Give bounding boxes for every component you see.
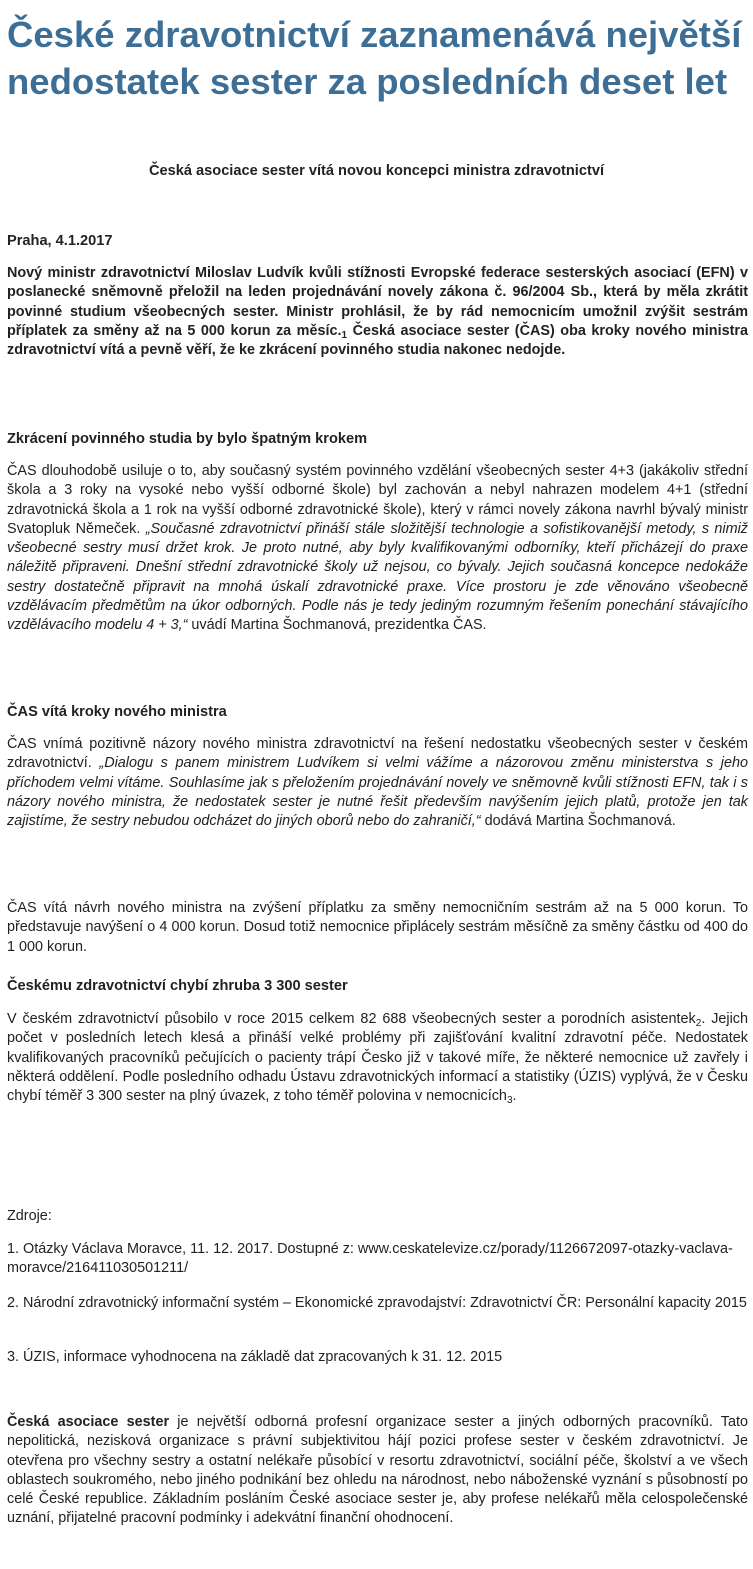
page-title: České zdravotnictví zaznamenává největší nedostatek sester za posledních deset let xyxy=(7,14,742,102)
section-shortage-text-2: . Jejich počet v posledních letech klesá a přináší velké problémy při zajišťování kvalitní zdravotní péče. Nedostatek kvalifikovaných pracovníků pečujících o pacienty trápí Česko již v takové míře, že některé nemocnice už zavřely i některá oddělení. Podle posledního odhadu Ústavu zdravotnických informací a statistiky (ÚZIS) vyplývá, že v Česku chybí téměř 3 300 sester na plný úvazek, z toho téměř polovina v nemocnicích xyxy=(7,1011,749,1105)
section-shortage-text-1: V českém zdravotnictví působilo v roce 2015 celkem 82 688 všeobecných sester a porodních asistentek xyxy=(7,1011,696,1027)
source-item: 1. Otázky Václava Moravce, 11. 12. 2017. Dostupné z: www.ceskatelevize.cz/porady/1126672097-otazky-vaclava-moravce/216411030501211/ xyxy=(7,1241,733,1277)
lead-text-1: Nový ministr zdravotnictví Miloslav Ludvík kvůli stížnosti Evropské federace sesterských asociací (EFN) v poslanecké sněmovně přeložil na leden projednávání novely zákona č. 96/2004 Sb., která by měla zkrátit povinné studium všeobecných sester. Ministr prohlásil, že by rád nemocnicím umožnil zvýšit sestrám příplatek za směny až na 5 000 korun za měsíc. xyxy=(7,265,748,339)
section-minister-quote: „Dialogu s panem ministrem Ludvíkem si velmi vážíme a názorovou změnu ministerstva s jeho příchodem velmi vítáme. Souhlasíme jak s přeložením projednávání novely ve sněmovně kvůli stížnosti EFN, tak i s názory nového ministra, že nedostatek sester je nutné řešit především navýšením jejich platů, protože jen tak zajistíme, že sestry nebudou odcházet do jiných oborů nebo do zahraničí,“ xyxy=(7,755,748,830)
section-study-text-2: uvádí Martina Šochmanová, prezidentka ČAS. xyxy=(187,617,487,634)
about-text: je největší odborná profesní organizace sester a jiných odborných pracovníků. Tato nepolitická, nezisková organizace s právní subjektivitou hájí pozici profese sester v českém zdravotnictví. Je otevřena pro všechny sestry a ostatní nelékaře působící v resortu zdravotnictví, sociální péče, školství a ve všech oblastech soukromého, nebo jiného podnikání bez ohledu na národnost, nebo náboženské vyznání s působností po celé České republice. Základním posláním České asociace sester je, aby profese nelékařů měla celospolečenské uznání, přijatelné pracovní podmínky i adekvátní finanční ohodnocení. xyxy=(7,1414,748,1527)
section-minister-text-1: ČAS vnímá pozitivně názory nového ministra zdravotnictví na řešení nedostatku všeobecných sester v českém zdravotnictví. xyxy=(7,736,748,772)
section-shortage-text-3: . xyxy=(512,1088,517,1105)
source-item: 3. ÚZIS, informace vyhodnocena na základě dat zpracovaných k 31. 12. 2015 xyxy=(7,1349,503,1365)
lead-text-2: Česká asociace sester (ČAS) oba kroky nového ministra zdravotnictví vítá a pevně věří, že ke zkrácení povinného studia nakonec nedojde. xyxy=(7,322,748,359)
section-minister-paragraph xyxy=(7,735,748,831)
section-study-text-1: ČAS dlouhodobě usiluje o to, aby současný systém povinného vzdělání všeobecných sester 4+3 (jakákoliv střední škola a 3 roky na vysoké nebo vyšší odborné škole) byl zachován a nebyl nahrazen modelem 4+1 (střední zdravotnická škola a 1 rok na vyšší odborné zdravotnické škole), který v rámci novely zákona navrhl bývalý ministr Svatopluk Němeček. xyxy=(7,463,748,537)
sources-label: Zdroje: xyxy=(7,1208,52,1224)
about-paragraph xyxy=(7,1413,748,1529)
section-heading-study: Zkrácení povinného studia by bylo špatným krokem xyxy=(7,431,368,447)
section-minister-text-2: dodává Martina Šochmanová. xyxy=(480,813,676,830)
section-study-paragraph xyxy=(7,462,748,636)
section-heading-minister: ČAS vítá kroky nového ministra xyxy=(7,704,227,720)
section-shortage-paragraph xyxy=(7,1010,748,1106)
subtitle: Česká asociace sester vítá novou koncepci ministra zdravotnictví xyxy=(148,163,605,179)
org-name: Česká asociace sester xyxy=(7,1414,170,1430)
section-minister-paragraph-2: ČAS vítá návrh nového ministra na zvýšení příplatku za směny nemocničním sestrám až na 5 000 korun. To představuje navýšení o 4 000 korun. Dosud totiž nemocnice připlácely sestrám měsíčně za směny částku od 400 do 1 000 korun. xyxy=(7,900,748,955)
source-item: 2. Národní zdravotnický informační systém – Ekonomické zpravodajství: Zdravotnictví ČR: Personální kapacity 2015 xyxy=(7,1295,747,1311)
section-study-quote: „Současné zdravotnictví přináší stále složitější technologie a sofistikovanější metody, s nimiž všeobecné sestry musí držet krok. Je proto nutné, aby byly kvalifikovanými odborníky, kteří přicházejí do praxe náležitě připraveni. Dnešní střední zdravotnické školy už nejsou, co bývaly. Jejich současná koncepce nedokáže sestry dostatečně připravit na mnohá úskalí zdravotnické praxe. Více prostoru je zde věnováno všeobecně vzdělávacím předmětům na úkor odborných. Podle nás je tedy jediným rozumným řešením ponechání stávajícího vzdělávacího modelu 4 + 3,“ xyxy=(7,520,748,634)
footnote-ref-1: 1 xyxy=(341,329,348,341)
section-heading-shortage: Českému zdravotnictví chybí zhruba 3 300 sester xyxy=(7,978,348,994)
lead-paragraph xyxy=(7,264,748,360)
footnote-ref-2: 2 xyxy=(695,1018,702,1029)
dateline: Praha, 4.1.2017 xyxy=(7,233,113,249)
footnote-ref-3: 3 xyxy=(506,1095,513,1107)
